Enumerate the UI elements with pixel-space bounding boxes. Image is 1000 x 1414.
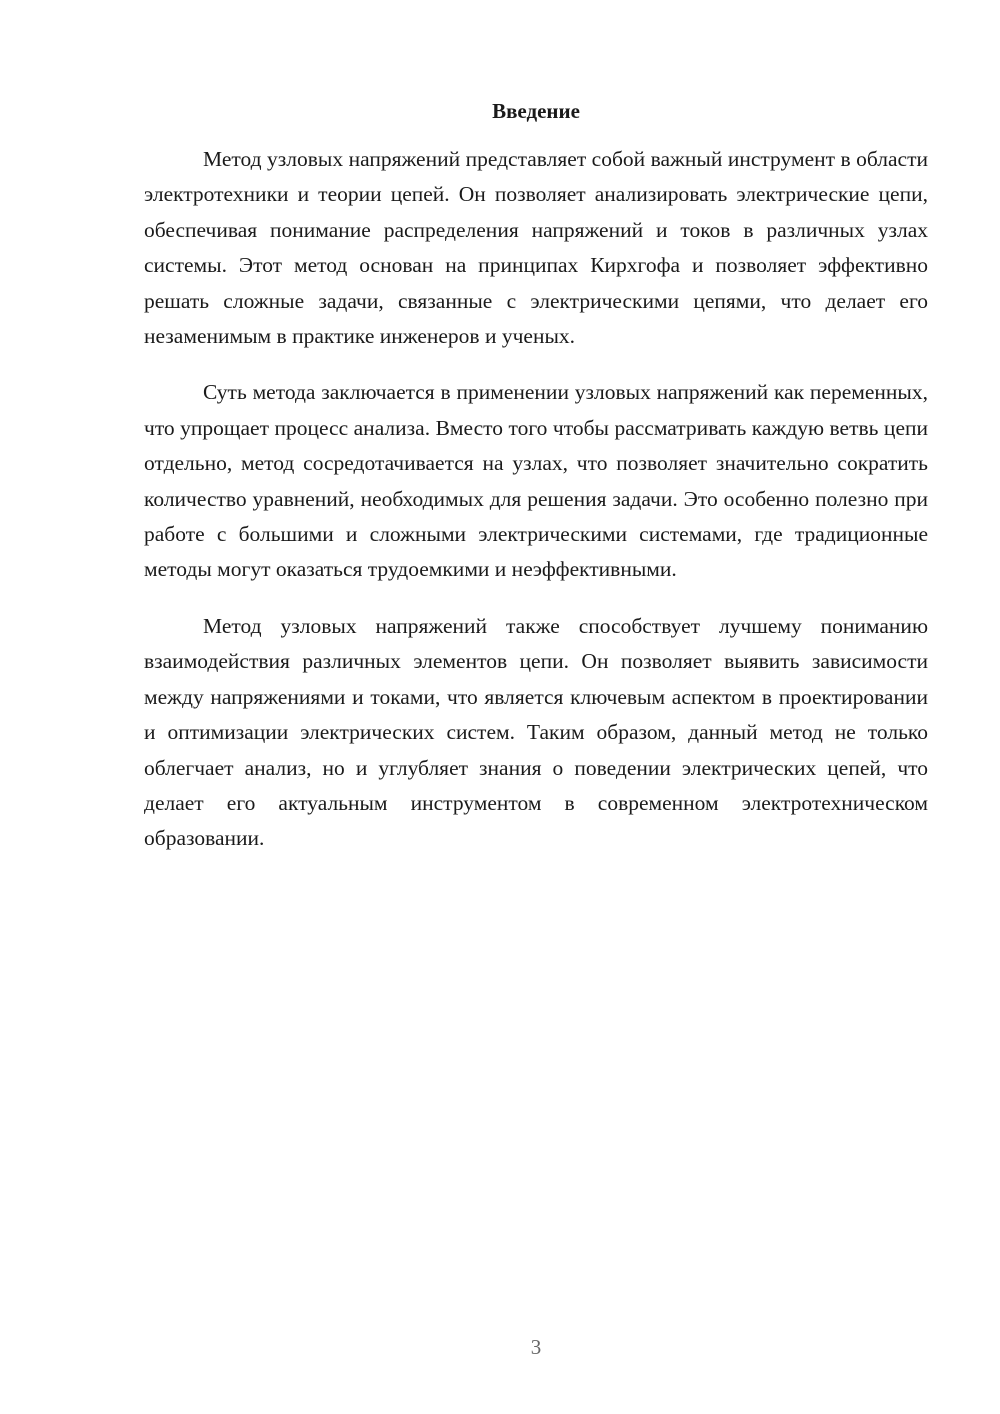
paragraph-3: Метод узловых напряжений также способствует лучшему пониманию взаимодействия различных элементов цепи. Он позволяет выявить зависимости между напряжениями и токами, что является ключевым аспектом в проектировании и оптимизации электрических систем. Таким образом, данный метод не только облегчает анализ, но и углубляет знания о поведении электрических цепей, что делает его актуальным инструментом в современном электротехническом образовании. bbox=[144, 613, 928, 851]
section-heading: Введение bbox=[492, 99, 580, 123]
paragraph-1: Метод узловых напряжений представляет собой важный инструмент в области электротехники и теории цепей. Он позволяет анализировать электрические цепи, обеспечивая понимание распределения напряжений и токов в различных узлах системы. Этот метод основан на принципах Кирхгофа и позволяет эффективно решать сложные задачи, связанные с электрическими цепями, что делает его незаменимым в практике инженеров и ученых. bbox=[144, 147, 928, 349]
paragraph-2: Суть метода заключается в применении узловых напряжений как переменных, что упрощает процесс анализа. Вместо того чтобы рассматривать каждую ветвь цепи отдельно, метод сосредотачивается на узлах, что позволяет значительно сократить количество уравнений, необходимых для решения задачи. Это особенно полезно при работе с большими и сложными электрическими системами, где традиционные методы могут оказаться трудоемкими и неэффективными. bbox=[144, 380, 928, 582]
page-number: 3 bbox=[530, 1335, 542, 1359]
body-text bbox=[144, 142, 928, 878]
